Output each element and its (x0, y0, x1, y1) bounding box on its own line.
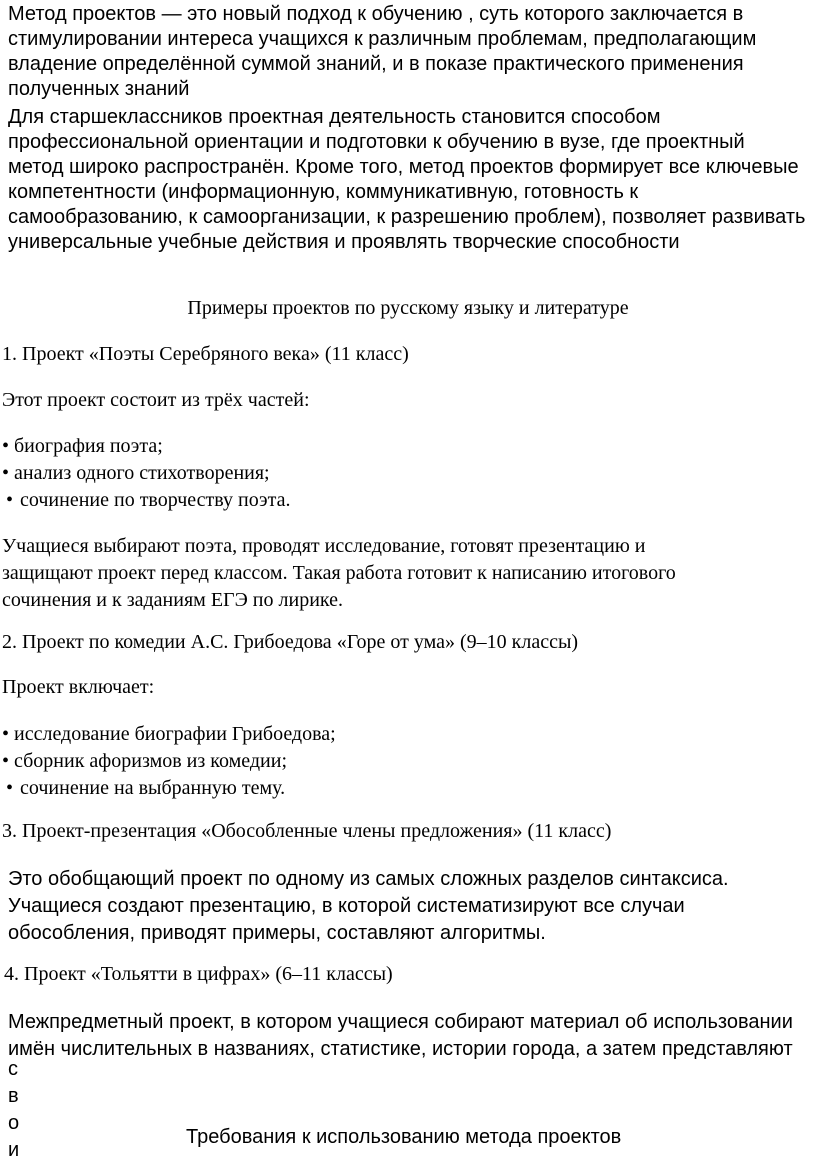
vertical-letter: в (8, 1085, 19, 1107)
text-line: стимулировании интереса учащихся к различным проблемам, предполагающим (8, 28, 757, 50)
examples-heading: Примеры проектов по русскому языку и литературе (187, 297, 629, 319)
project1-title: 1. Проект «Поэты Серебряного века» (11 класс) (2, 343, 409, 365)
bullet-icon: • (2, 750, 10, 772)
vertical-letter: с (8, 1058, 18, 1080)
bullet-icon: • (6, 489, 14, 511)
text-line: Учащиеся выбирают поэта, проводят исследование, готовят презентацию и (2, 535, 646, 557)
project2-title: 2. Проект по комедии А.С. Грибоедова «Горе от ума» (9–10 классы) (2, 631, 579, 653)
intro-paragraph-2 (8, 105, 805, 255)
text-line: Для старшеклассников проектная деятельность становится способом (8, 106, 661, 128)
text-line: защищают проект перед классом. Такая работа готовит к написанию итогового (2, 562, 676, 584)
text-line: полученных знаний (8, 78, 190, 100)
project3-description (8, 866, 729, 947)
project4-title: 4. Проект «Тольятти в цифрах» (6–11 классы) (4, 963, 393, 985)
vertical-letter: и (8, 1139, 20, 1161)
text-line: Межпредметный проект, в котором учащиеся собирают материал об использовании (8, 1011, 793, 1033)
text-line: компетентности (информационную, коммуникативную, готовность к (8, 181, 639, 203)
text-line: самообразованию, к самоорганизации, к разрешению проблем), позволяет развивать (8, 206, 806, 228)
project4-description (8, 1009, 793, 1063)
project1-intro: Этот проект состоит из трёх частей: (2, 389, 310, 411)
requirements-heading: Требования к использованию метода проектов (186, 1126, 622, 1148)
text-line: владение определённой суммой знаний, и в показе практического применения (8, 53, 744, 75)
vertical-letter: о (8, 1112, 20, 1134)
bullet-icon: • (2, 462, 10, 484)
text-line: профессиональной ориентации и подготовки к обучению в вузе, где проектный (8, 131, 745, 153)
text-line: сочинения и к заданиям ЕГЭ по лирике. (2, 589, 343, 611)
text-line: Метод проектов — это новый подход к обучению , суть которого заключается в (8, 3, 744, 25)
project2-list (2, 721, 336, 802)
list-item: • биография поэта; (2, 433, 290, 460)
text-line: Учащиеся создают презентацию, в которой систематизируют все случаи (8, 895, 685, 917)
list-item: • сочинение на выбранную тему. (2, 775, 336, 802)
bullet-icon: • (2, 435, 10, 457)
text-line: обособления, приводят примеры, составляют алгоритмы. (8, 922, 546, 944)
project2-intro: Проект включает: (2, 676, 155, 698)
text-line: метод широко распространён. Кроме того, метод проектов формирует все ключевые (8, 156, 799, 178)
list-item: • исследование биографии Грибоедова; (2, 721, 336, 748)
text-line: Это обобщающий проект по одному из самых сложных разделов синтаксиса. (8, 868, 729, 890)
project3-title: 3. Проект-презентация «Обособленные члены предложения» (11 класс) (2, 820, 612, 842)
project1-description (2, 533, 676, 614)
bullet-icon: • (2, 723, 10, 745)
list-item: • сборник афоризмов из комедии; (2, 748, 336, 775)
bullet-icon: • (6, 777, 14, 799)
text-line: универсальные учебные действия и проявлять творческие способности (8, 231, 680, 253)
list-item: • анализ одного стихотворения; (2, 460, 290, 487)
project1-list (2, 433, 290, 514)
text-line: имён числительных в названиях, статистике, истории города, а затем представляют (8, 1038, 793, 1060)
intro-paragraph-1 (8, 2, 756, 102)
list-item: • сочинение по творчеству поэта. (2, 487, 290, 514)
